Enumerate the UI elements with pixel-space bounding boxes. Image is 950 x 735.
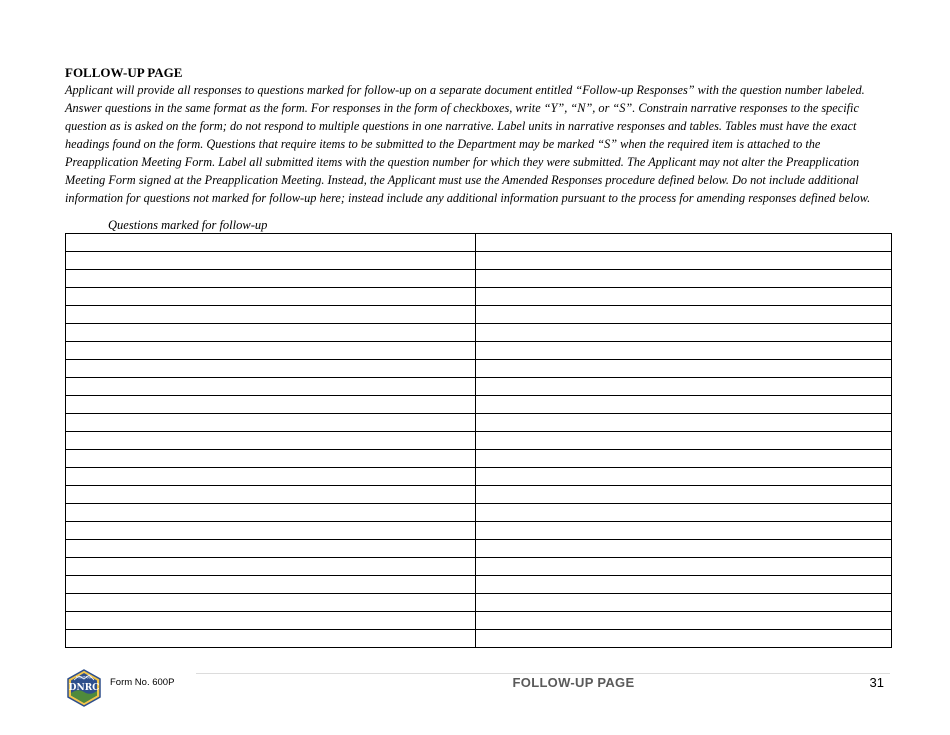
question-number-cell[interactable] [66, 540, 476, 558]
question-number-cell[interactable] [66, 630, 476, 648]
table-row [66, 576, 892, 594]
response-cell[interactable] [476, 486, 892, 504]
table-row [66, 342, 892, 360]
table-row [66, 324, 892, 342]
question-number-cell[interactable] [66, 396, 476, 414]
question-number-cell[interactable] [66, 558, 476, 576]
table-row [66, 486, 892, 504]
table-row [66, 450, 892, 468]
question-number-cell[interactable] [66, 612, 476, 630]
response-cell[interactable] [476, 540, 892, 558]
table-row [66, 504, 892, 522]
table-row [66, 414, 892, 432]
response-cell[interactable] [476, 576, 892, 594]
response-cell[interactable] [476, 522, 892, 540]
question-number-cell[interactable] [66, 252, 476, 270]
table-row [66, 540, 892, 558]
question-number-cell[interactable] [66, 504, 476, 522]
question-number-cell[interactable] [66, 234, 476, 252]
footer-divider [196, 673, 890, 674]
response-cell[interactable] [476, 558, 892, 576]
followup-table-body [66, 234, 892, 648]
table-row [66, 612, 892, 630]
question-number-cell[interactable] [66, 270, 476, 288]
table-row [66, 630, 892, 648]
response-cell[interactable] [476, 288, 892, 306]
response-cell[interactable] [476, 630, 892, 648]
response-cell[interactable] [476, 360, 892, 378]
response-cell[interactable] [476, 432, 892, 450]
response-cell[interactable] [476, 342, 892, 360]
question-number-cell[interactable] [66, 342, 476, 360]
form-number: Form No. 600P [110, 677, 175, 688]
followup-table [65, 233, 892, 648]
table-row [66, 594, 892, 612]
question-number-cell[interactable] [66, 576, 476, 594]
question-number-cell[interactable] [66, 486, 476, 504]
table-row [66, 396, 892, 414]
table-caption: Questions marked for follow-up [108, 218, 268, 232]
table-row [66, 558, 892, 576]
response-cell[interactable] [476, 252, 892, 270]
footer-title: FOLLOW-UP PAGE [512, 675, 635, 690]
response-cell[interactable] [476, 234, 892, 252]
question-number-cell[interactable] [66, 468, 476, 486]
table-row [66, 378, 892, 396]
response-cell[interactable] [476, 450, 892, 468]
table-row [66, 522, 892, 540]
question-number-cell[interactable] [66, 522, 476, 540]
instructions-paragraph: Applicant will provide all responses to questions marked for follow-up on a separate document entitled “Follow-up Responses” with the question number labeled. Answer questions in the same format as the form. For responses in the form of checkboxes, write “Y”, “N”, or “S”. Constrain narrative responses to the specific question as is asked on the form; do not respond to multiple questions in one narrative. Label units in narrative responses and tables. Tables must have the exact headings found on the form. Questions that require items to be submitted to the Department may be marked “S” when the required item is attached to the Preapplication Meeting Form. Label all submitted items with the question number for which they were submitted. The Applicant may not alter the Preapplication Meeting Form signed at the Preapplication Meeting. Instead, the Applicant must use the Amended Responses procedure defined below. Do not include additional information for questions not marked for follow-up here; instead include any additional information pursuant to the process for amending responses defined below. [65, 83, 871, 205]
logo-text: DNRC [68, 683, 100, 693]
question-number-cell[interactable] [66, 324, 476, 342]
table-row [66, 288, 892, 306]
response-cell[interactable] [476, 306, 892, 324]
question-number-cell[interactable] [66, 360, 476, 378]
question-number-cell[interactable] [66, 450, 476, 468]
question-number-cell[interactable] [66, 594, 476, 612]
question-number-cell[interactable] [66, 432, 476, 450]
table-row [66, 468, 892, 486]
response-cell[interactable] [476, 270, 892, 288]
section-heading: FOLLOW-UP PAGE [65, 65, 183, 80]
table-row [66, 432, 892, 450]
response-cell[interactable] [476, 612, 892, 630]
table-row [66, 270, 892, 288]
response-cell[interactable] [476, 324, 892, 342]
table-row [66, 360, 892, 378]
table-row [66, 252, 892, 270]
question-number-cell[interactable] [66, 306, 476, 324]
response-cell[interactable] [476, 396, 892, 414]
question-number-cell[interactable] [66, 378, 476, 396]
logo-subtext: MONTANA [75, 675, 93, 680]
response-cell[interactable] [476, 504, 892, 522]
question-number-cell[interactable] [66, 414, 476, 432]
page-number: 31 [869, 675, 884, 690]
response-cell[interactable] [476, 594, 892, 612]
table-row [66, 234, 892, 252]
response-cell[interactable] [476, 378, 892, 396]
response-cell[interactable] [476, 414, 892, 432]
question-number-cell[interactable] [66, 288, 476, 306]
table-row [66, 306, 892, 324]
response-cell[interactable] [476, 468, 892, 486]
